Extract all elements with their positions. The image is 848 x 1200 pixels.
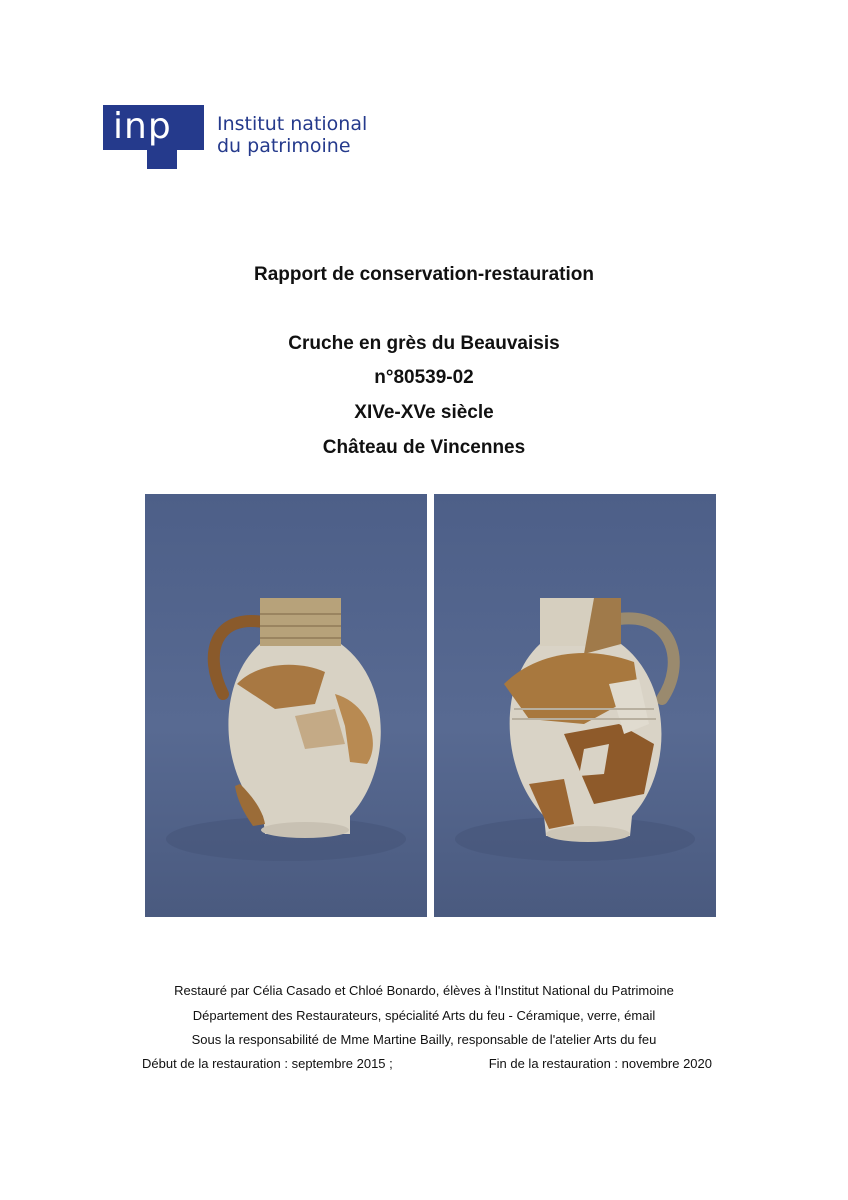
jug-photo-back <box>434 494 716 917</box>
jug-illustration-right <box>434 494 716 917</box>
jug-illustration-left <box>145 494 427 917</box>
jug-photo-front <box>145 494 427 917</box>
object-place: Château de Vincennes <box>322 437 526 458</box>
logo-line-2: du patrimoine <box>217 135 351 157</box>
restoration-start: Début de la restauration : septembre 2015 ; <box>142 1056 393 1071</box>
object-name: Cruche en grès du Beauvaisis <box>288 333 560 354</box>
inp-logo <box>103 105 367 157</box>
restoration-end: Fin de la restauration : novembre 2020 <box>488 1056 712 1071</box>
credit-line-2: Département des Restaurateurs, spécialité Arts du feu - Céramique, verre, émail <box>192 1008 656 1023</box>
restoration-dates <box>142 1056 712 1071</box>
credit-line-3: Sous la responsabilité de Mme Martine Bailly, responsable de l'atelier Arts du feu <box>191 1032 657 1047</box>
object-date: XIVe-XVe siècle <box>354 402 494 423</box>
credit-line-1: Restauré par Célia Casado et Chloé Bonardo, élèves à l'Institut National du Patrimoine <box>174 983 674 998</box>
logo-line-1: Institut national <box>217 113 368 135</box>
inventory-number: n°80539-02 <box>374 367 474 388</box>
logo-mark: inp <box>103 105 204 150</box>
logo-text <box>217 113 367 157</box>
report-title: Rapport de conservation-restauration <box>254 264 594 285</box>
